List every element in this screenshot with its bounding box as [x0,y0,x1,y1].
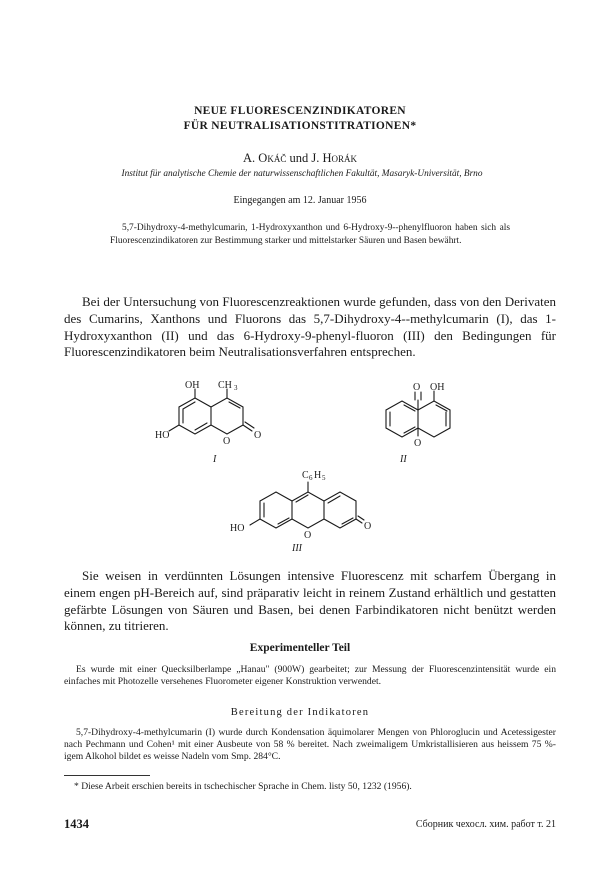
footnote: * Diese Arbeit erschien bereits in tschechischer Sprache in Chem. listy 50, 1232 (1956). [74,781,412,792]
experimental-paragraph-2: 5,7-Dihydroxy-4-methylcumarin (I) wurde durch Kondensation äquimolarer Mengen von Phloroglucin und Acetessigester nach Pechmann und Cohen¹ mit einer Ausbeute von 58 % bereitet. Nach zweimaligem Umkristallisieren aus heissem 75 %-igem Alkohol bildet es weisse Nadeln vom Smp. 284°C. [64,727,556,763]
I-keto-o: O [254,430,262,441]
author-1-name: Okáč [258,151,287,165]
title-line-2: FÜR NEUTRALISATIONSTITRATIONEN* [183,120,417,132]
structure-III-label: III [292,543,302,554]
subheading: Bereitung der Indikatoren [230,707,370,718]
page-number: 1434 [64,817,89,831]
II-oh-label: OH [430,382,445,393]
III-h-label: H [314,470,322,481]
experimental-paragraph-1: Es wurde mit einer Quecksilberlampe „Hanau" (900W) gearbeitet; zur Messung der Fluorescenzintensität wurde ein einfaches mit Photozelle versehenes Fluorometer eigener Konstruktion verwendet. [64,664,556,688]
section-title: Experimenteller Teil [249,642,351,654]
I-ch3-sub: 3 [234,384,238,392]
intro-paragraph: Bei der Untersuchung von Fluorescenzreaktionen wurde gefunden, dass von den Derivaten des Cumarins, Xanthons und Fluorons das 5,7-Dihydroxy-4--methylcumarin (I), das 1-Hydroxyxanthon (II) und das 6-Hydroxy-9-phenyl-fluoron (III) den Bedingungen für Fluorescenzindikatoren beim Neutralisationsverfahren entsprechen. [64,294,556,360]
structure-I [155,380,275,470]
structure-II [360,380,480,470]
author-2-name: Horák [322,151,357,165]
abstract: 5,7-Dihydroxy-4-methylcumarin, 1-Hydroxyxanthon und 6-Hydroxy-9--phenylfluoron haben sich als Fluorescenzindikatoren zur Bestimmung starker und mittelstarker Säuren und Basen bewährt. [110,223,510,246]
author-1-initial: A. [243,151,259,165]
III-keto-o: O [364,521,372,532]
structure-I-bonds [169,389,254,434]
title-line-1: NEUE FLUORESCENZINDIKATOREN [194,105,406,117]
authors [0,151,600,166]
III-h5-sub: 5 [322,474,326,482]
I-oh-label: OH [185,380,200,391]
III-c-label: C [302,470,309,481]
structure-III-bonds [250,482,364,528]
III-ho-label: HO [230,523,245,534]
structure-II-label: II [400,454,407,465]
received-date: Eingegangen am 12. Januar 1956 [233,195,367,206]
I-ring-o: O [223,436,231,447]
institute: Institut für analytische Chemie der naturwissenschaftlichen Fakultät, Masaryk-Universität, Brno [121,169,483,179]
footnote-rule [64,775,150,776]
I-ch-label: CH [218,380,232,391]
paragraph-2: Sie weisen in verdünnten Lösungen intensive Fluorescenz mit scharfem Übergang in einem engen pH-Bereich auf, sind präparativ leicht in reinem Zustand erhältlich und gestatten gefärbte Lösungen von Säuren und Basen, bei denen Farbindikatoren nicht benützt werden können, zu titrieren. [64,568,556,634]
structure-III [228,463,378,555]
II-keto-o: O [413,382,421,393]
structure-II-bonds [386,391,450,437]
III-ring-o: O [304,530,312,541]
structure-I-label: I [213,454,217,465]
author-joiner: und J. [286,151,323,165]
journal-name: Сборник чехосл. хим. работ т. 21 [415,819,556,830]
I-ho-label: HO [155,430,170,441]
III-c6-sub: 6 [309,474,313,482]
paper-title [0,104,600,134]
II-ring-o: O [414,438,422,449]
